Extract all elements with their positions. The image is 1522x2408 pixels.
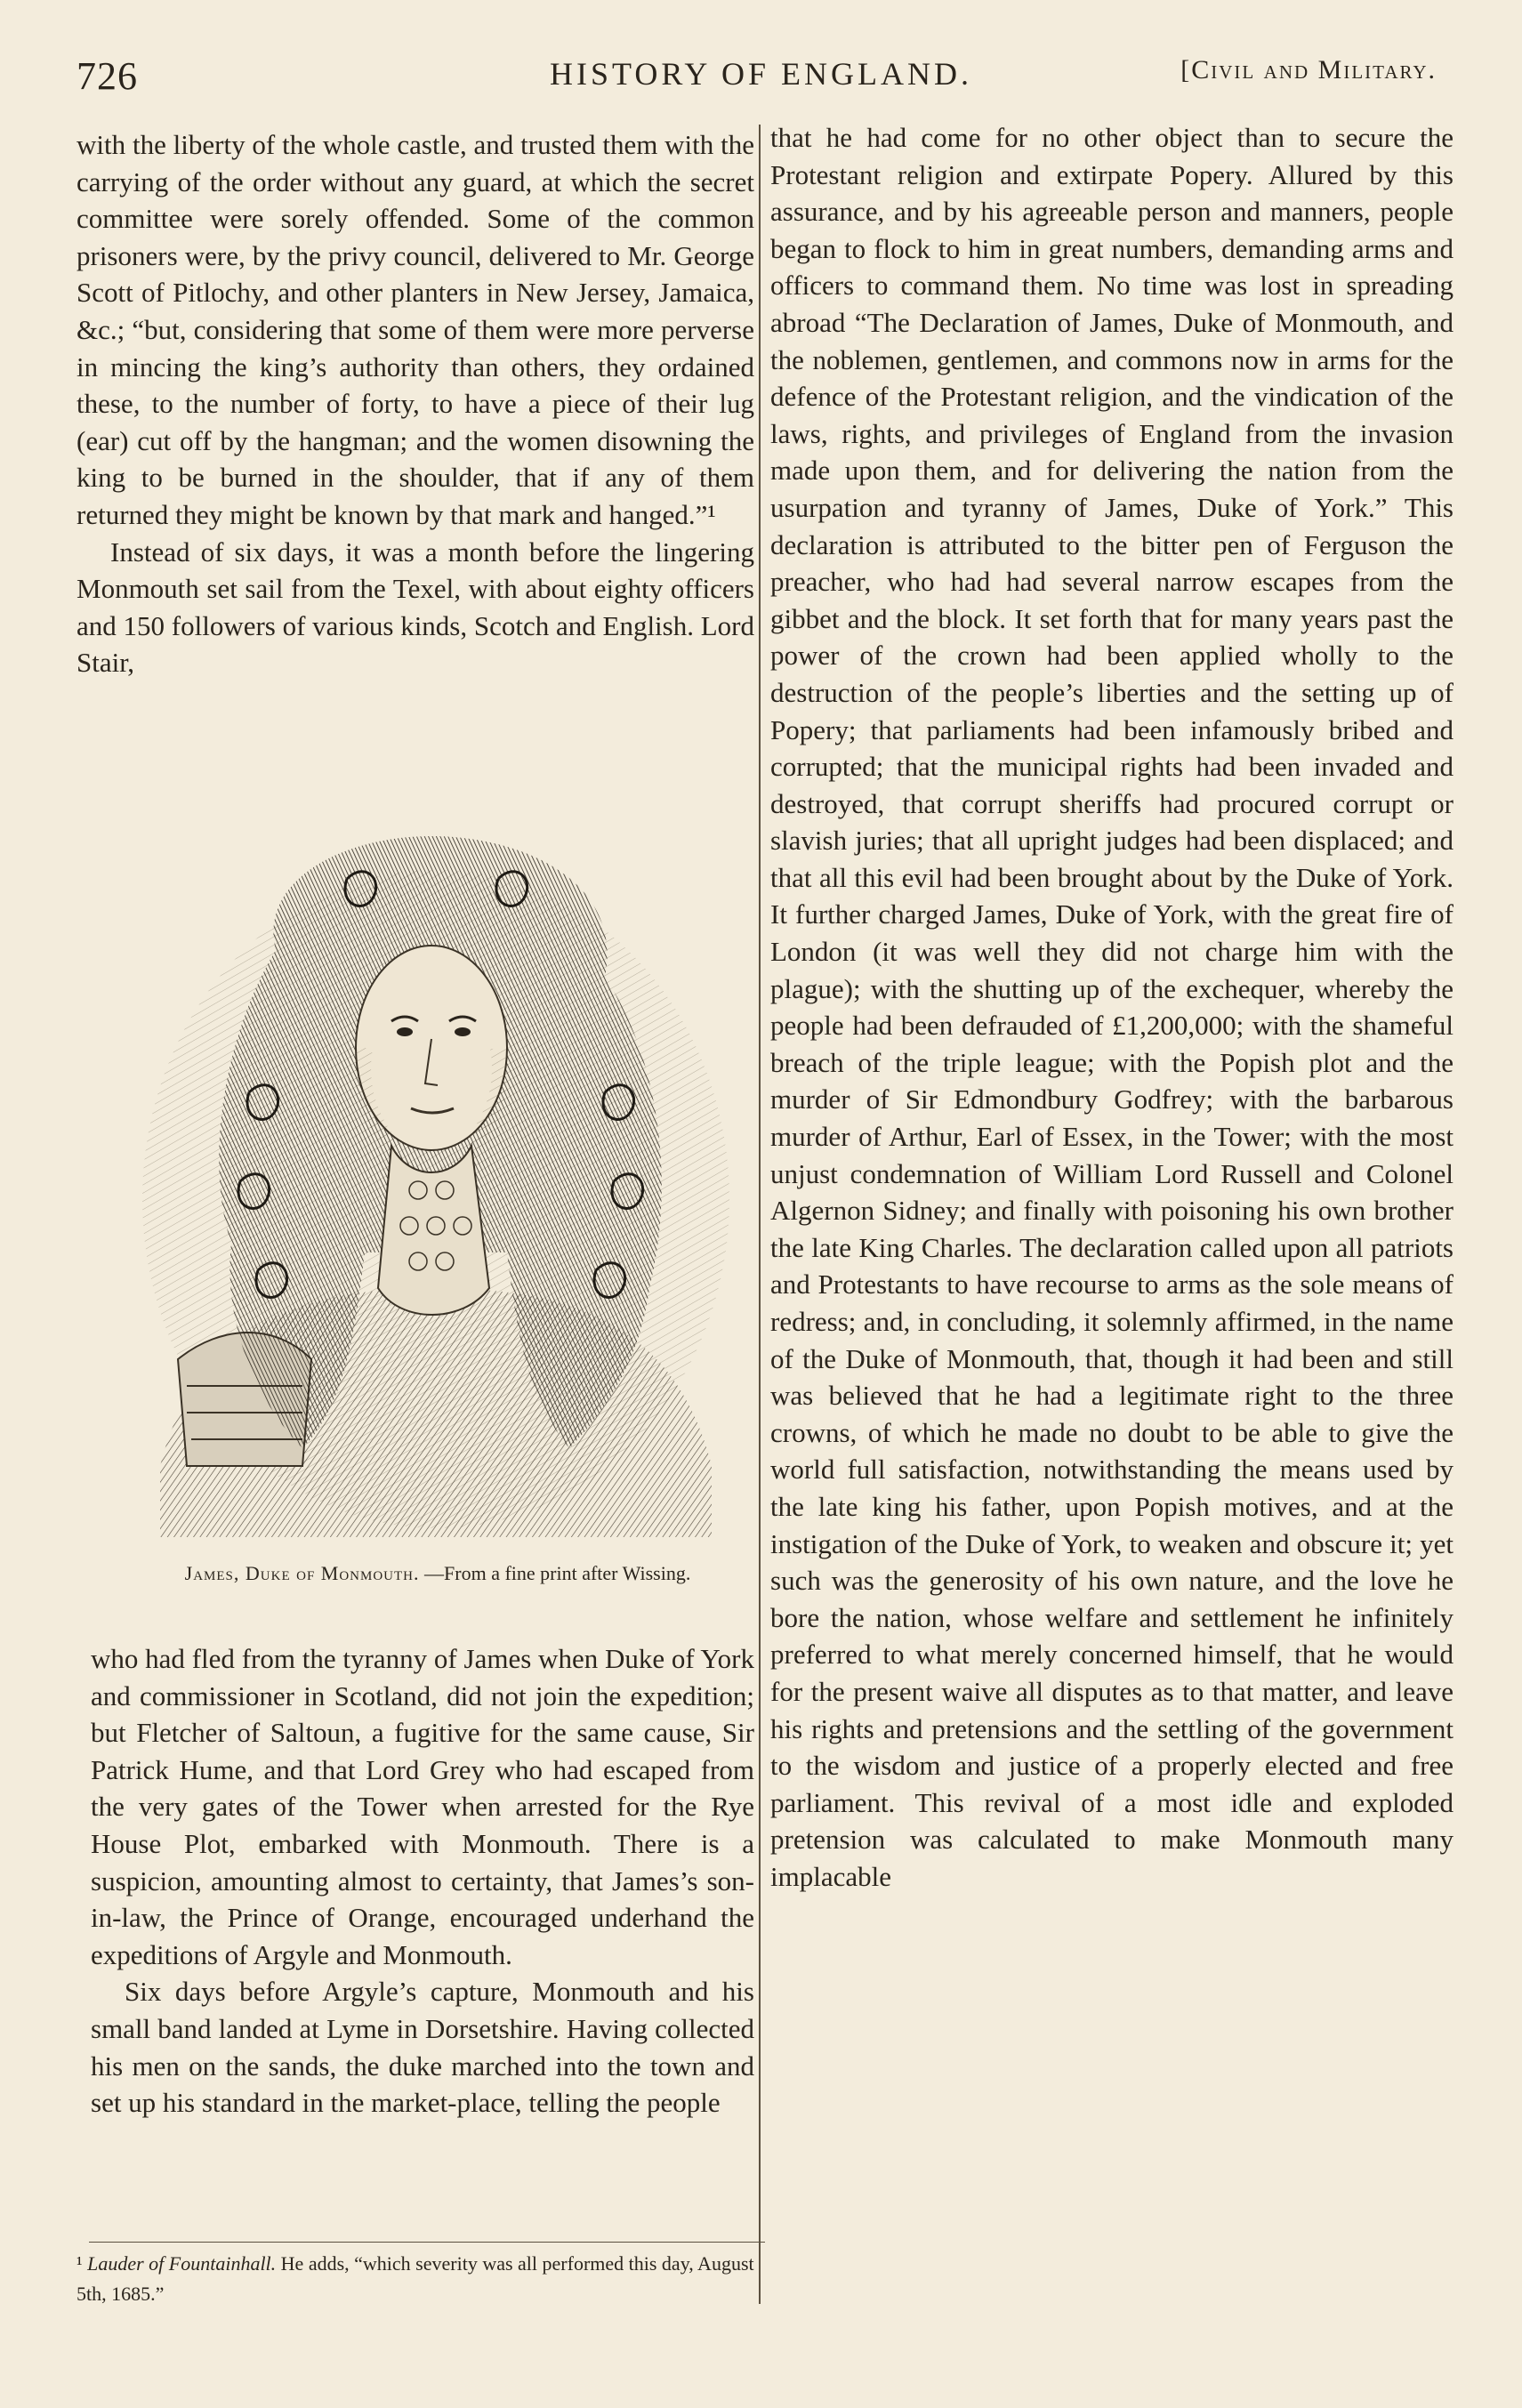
page-header — [0, 0, 1522, 107]
paragraph: Six days before Argyle’s capture, Monmouth and his small band landed at Lyme in Dorsetshire. Having collected his men on the sands, the duke marched into the town and set up his standard in the market-place, telling the people — [91, 1976, 754, 2119]
paragraph: Instead of six days, it was a month before the lingering Monmouth set sail from the Texel, with about eighty officers and 150 followers of various kinds, Scotch and English. Lord Stair, — [77, 536, 754, 679]
footnote — [77, 2249, 761, 2309]
paragraph: who had fled from the tyranny of James when Duke of York and commissioner in Scotland, did not join the expedition; but Fletcher of Saltoun, a fugitive for the same cause, Sir Patrick Hume, and that Lord Grey who had escaped from the very gates of the Tower when arrested for the Rye House Plot, embarked with Monmouth. There is a suspicion, amounting almost to certainty, that James’s son-in-law, the Prince of Orange, encouraged underhand the expeditions of Argyle and Monmouth. — [91, 1643, 754, 1970]
footnote-marker: ¹ — [77, 2252, 83, 2275]
left-column-bottom — [91, 1640, 754, 2122]
portrait-illustration — [125, 825, 747, 1537]
figure-caption — [133, 1562, 742, 1585]
footnote-source: Lauder of Fountainhall. — [87, 2252, 277, 2275]
footnote-rule — [89, 2242, 765, 2243]
left-column-top — [77, 126, 754, 681]
section-heading: [Civil and Military. — [1180, 55, 1437, 85]
caption-credit: —From a fine print after Wissing. — [424, 1562, 691, 1584]
portrait-engraving — [125, 825, 747, 1537]
footnote-text: He adds, “which severity was all performed this day, August 5th, 1685.” — [77, 2252, 754, 2305]
column-rule — [759, 125, 761, 2304]
caption-subject: James, Duke of Monmouth. — [184, 1562, 420, 1584]
paragraph: with the liberty of the whole castle, and trusted them with the carrying of the order without any guard, at which the secret committee were sorely offended. Some of the common prisoners were, by the privy council, delivered to Mr. George Scott of Pitlochy, and other planters in New Jersey, Jamaica, &c.; “but, considering that some of them were more perverse in mincing the king’s authority than others, they ordained these, to the number of forty, to have a piece of their lug (ear) cut off by the hangman; and the women disowning the king to be burned in the shoulder, that if any of them returned they might be known by that mark and hanged.”¹ — [77, 129, 754, 530]
running-title: HISTORY OF ENGLAND. — [549, 56, 973, 92]
page-number: 726 — [77, 54, 138, 98]
paragraph: that he had come for no other object than to secure the Protestant religion and extirpate Popery. Allured by this assurance, and by his agreeable person and manners, people began to flock to him in great numbers, demanding arms and officers to command them. No time was lost in spreading abroad “The Declaration of James, Duke of Monmouth, and the noblemen, gentlemen, and commons now in arms for the defence of the Protestant religion, and the vindication of the laws, rights, and privileges of England from the invasion made upon them, and for delivering the nation from the usurpation and tyranny of James, Duke of York.” This declaration is attributed to the bitter pen of Ferguson the preacher, who had had several narrow escapes from the gibbet and the block. It set forth that for many years past the power of the crown had been applied wholly to the destruction of the people’s liberties and the setting up of Popery; that parliaments had been infamously bribed and corrupted; that the municipal rights had been invaded and destroyed, that corrupt sheriffs had procured corrupt or slavish juries; that all upright judges had been displaced; and that all this evil had been brought about by the Duke of York. It further charged James, Duke of York, with the great fire of London (it was well they did not charge him with the plague); with the shutting up of the exchequer, whereby the people had been defrauded of £1,200,000; with the shameful breach of the triple league; with the Popish plot and the murder of Sir Edmondbury Godfrey; with the barbarous murder of Arthur, Earl of Essex, in the Tower; with the most unjust condemnation of William Lord Russell and Colonel Algernon Sidney; and finally with poisoning his own brother the late King Charles. The declaration called upon all patriots and Protestants to have recourse to arms as the sole means of redress; and, in concluding, it solemnly affirmed, in the name of the Duke of Monmouth, that, though it had been and still was believed that he had a legitimate right to the three crowns, of which he made no doubt to be able to give the world full satisfaction, notwithstanding the means used by the late king his father, upon Popish motives, and at the instigation of the Duke of York, to weaken and obscure it; yet such was the generosity of his own nature, and the love he bore the nation, whose welfare and settlement he infinitely preferred to what merely concerned himself, that he would for the present waive all disputes as to that matter, and leave his rights and pretensions and the settling of the government to the wisdom and justice of a properly elected and free parliament. This revival of a most idle and exploded pretension was calculated to make Monmouth many implacable — [770, 122, 1454, 1892]
right-column — [770, 119, 1454, 1896]
